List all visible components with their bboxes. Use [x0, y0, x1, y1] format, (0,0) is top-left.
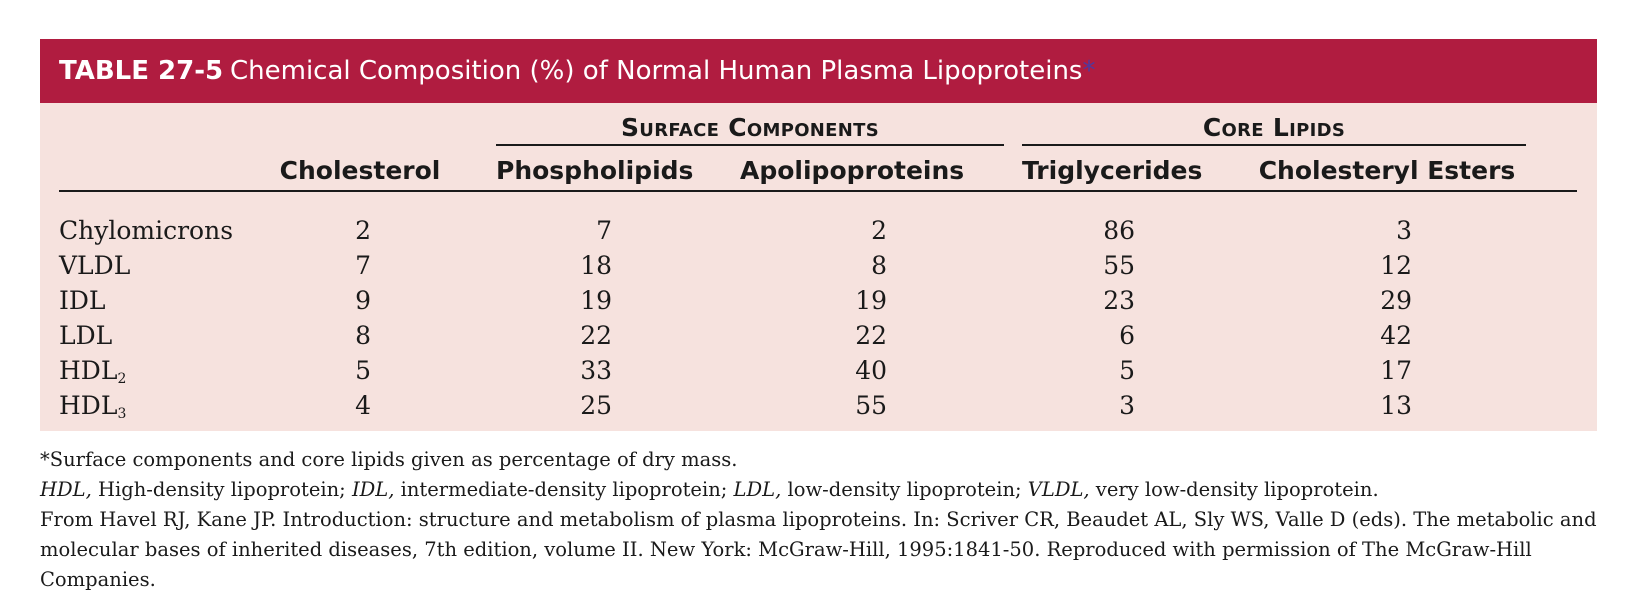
row-label: $HDL_3$ [59, 391, 127, 422]
cell-cholesteryl-esters: 29 [1380, 286, 1412, 315]
cell-apolipoproteins: 2 [871, 216, 887, 245]
col-header-triglycerides: Triglycerides [1022, 156, 1203, 185]
cell-triglycerides: 3 [1119, 391, 1135, 420]
cell-phospholipids: 7 [596, 216, 612, 245]
cell-cholesterol: 8 [355, 321, 371, 350]
table-row [40, 248, 1597, 283]
table-title-text: Chemical Composition (%) of Normal Human Plasma Lipoproteins [230, 56, 1083, 86]
group-header-core-lipids [1022, 112, 1526, 146]
cell-triglycerides: 5 [1119, 356, 1135, 385]
group-header-surface-components [496, 112, 1004, 146]
cell-phospholipids: 33 [580, 356, 612, 385]
cell-cholesterol: 4 [355, 391, 371, 420]
cell-cholesteryl-esters: 17 [1380, 356, 1412, 385]
cell-triglycerides: 55 [1103, 251, 1135, 280]
cell-triglycerides: 23 [1103, 286, 1135, 315]
table-title-bar [40, 39, 1597, 103]
cell-phospholipids: 19 [580, 286, 612, 315]
cell-cholesterol: 7 [355, 251, 371, 280]
cell-cholesterol: 2 [355, 216, 371, 245]
row-label: Chylomicrons [59, 216, 234, 245]
cell-cholesteryl-esters: 42 [1380, 321, 1412, 350]
cell-apolipoproteins: 8 [871, 251, 887, 280]
header-rule [59, 190, 1577, 192]
source-citation: From Havel RJ, Kane JP. Introduction: structure and metabolism of plasma lipoproteins. In: Scriver CR, Beaudet AL, Sly WS, Valle D (eds). The metabolic and molecular bases of inherited diseases, 7th edition, volume II. New York: McGraw-Hill, 1995:1841-50. Reproduced with permission of The McGraw-Hill Companies. [40, 508, 1597, 591]
footnote: *Surface components and core lipids given as percentage of dry mass. [40, 448, 738, 471]
cell-triglycerides: 86 [1103, 216, 1135, 245]
col-header-apolipoproteins: Apolipoproteins [740, 156, 965, 185]
cell-phospholipids: 18 [580, 251, 612, 280]
title-footnote-marker: * [1082, 56, 1096, 86]
group-header-core-label: Core Lipids [1202, 113, 1346, 142]
cell-cholesteryl-esters: 12 [1380, 251, 1412, 280]
cell-phospholipids: 22 [580, 321, 612, 350]
table-number: TABLE 27-5 [59, 56, 224, 86]
abbreviations-note: HDL, High-density lipoprotein; IDL, intermediate-density lipoprotein; LDL, low-density lipoprotein; VLDL, very low-density lipoprotein. [40, 478, 1379, 501]
table-notes [40, 445, 1600, 595]
table-row [40, 283, 1597, 318]
cell-apolipoproteins: 40 [855, 356, 887, 385]
lipoprotein-table [40, 39, 1597, 431]
group-header-surface-label: Surface Components [621, 113, 879, 142]
row-label: $HDL_2$ [59, 356, 127, 387]
row-label: IDL [59, 286, 106, 315]
cell-cholesterol: 5 [355, 356, 371, 385]
row-label: LDL [59, 321, 113, 350]
row-label: VLDL [59, 251, 131, 280]
cell-phospholipids: 25 [580, 391, 612, 420]
cell-cholesteryl-esters: 3 [1396, 216, 1412, 245]
cell-apolipoproteins: 19 [855, 286, 887, 315]
cell-cholesteryl-esters: 13 [1380, 391, 1412, 420]
col-header-phospholipids: Phospholipids [496, 156, 694, 185]
cell-cholesterol: 9 [355, 286, 371, 315]
table-row [40, 213, 1597, 248]
cell-apolipoproteins: 22 [855, 321, 887, 350]
table-row [40, 388, 1597, 423]
table-row [40, 318, 1597, 353]
table-title [230, 39, 1095, 103]
cell-triglycerides: 6 [1119, 321, 1135, 350]
col-header-cholesteryl-esters: Cholesteryl Esters [1258, 156, 1516, 185]
col-header-cholesterol: Cholesterol [279, 156, 441, 185]
cell-apolipoproteins: 55 [855, 391, 887, 420]
table-row [40, 353, 1597, 388]
